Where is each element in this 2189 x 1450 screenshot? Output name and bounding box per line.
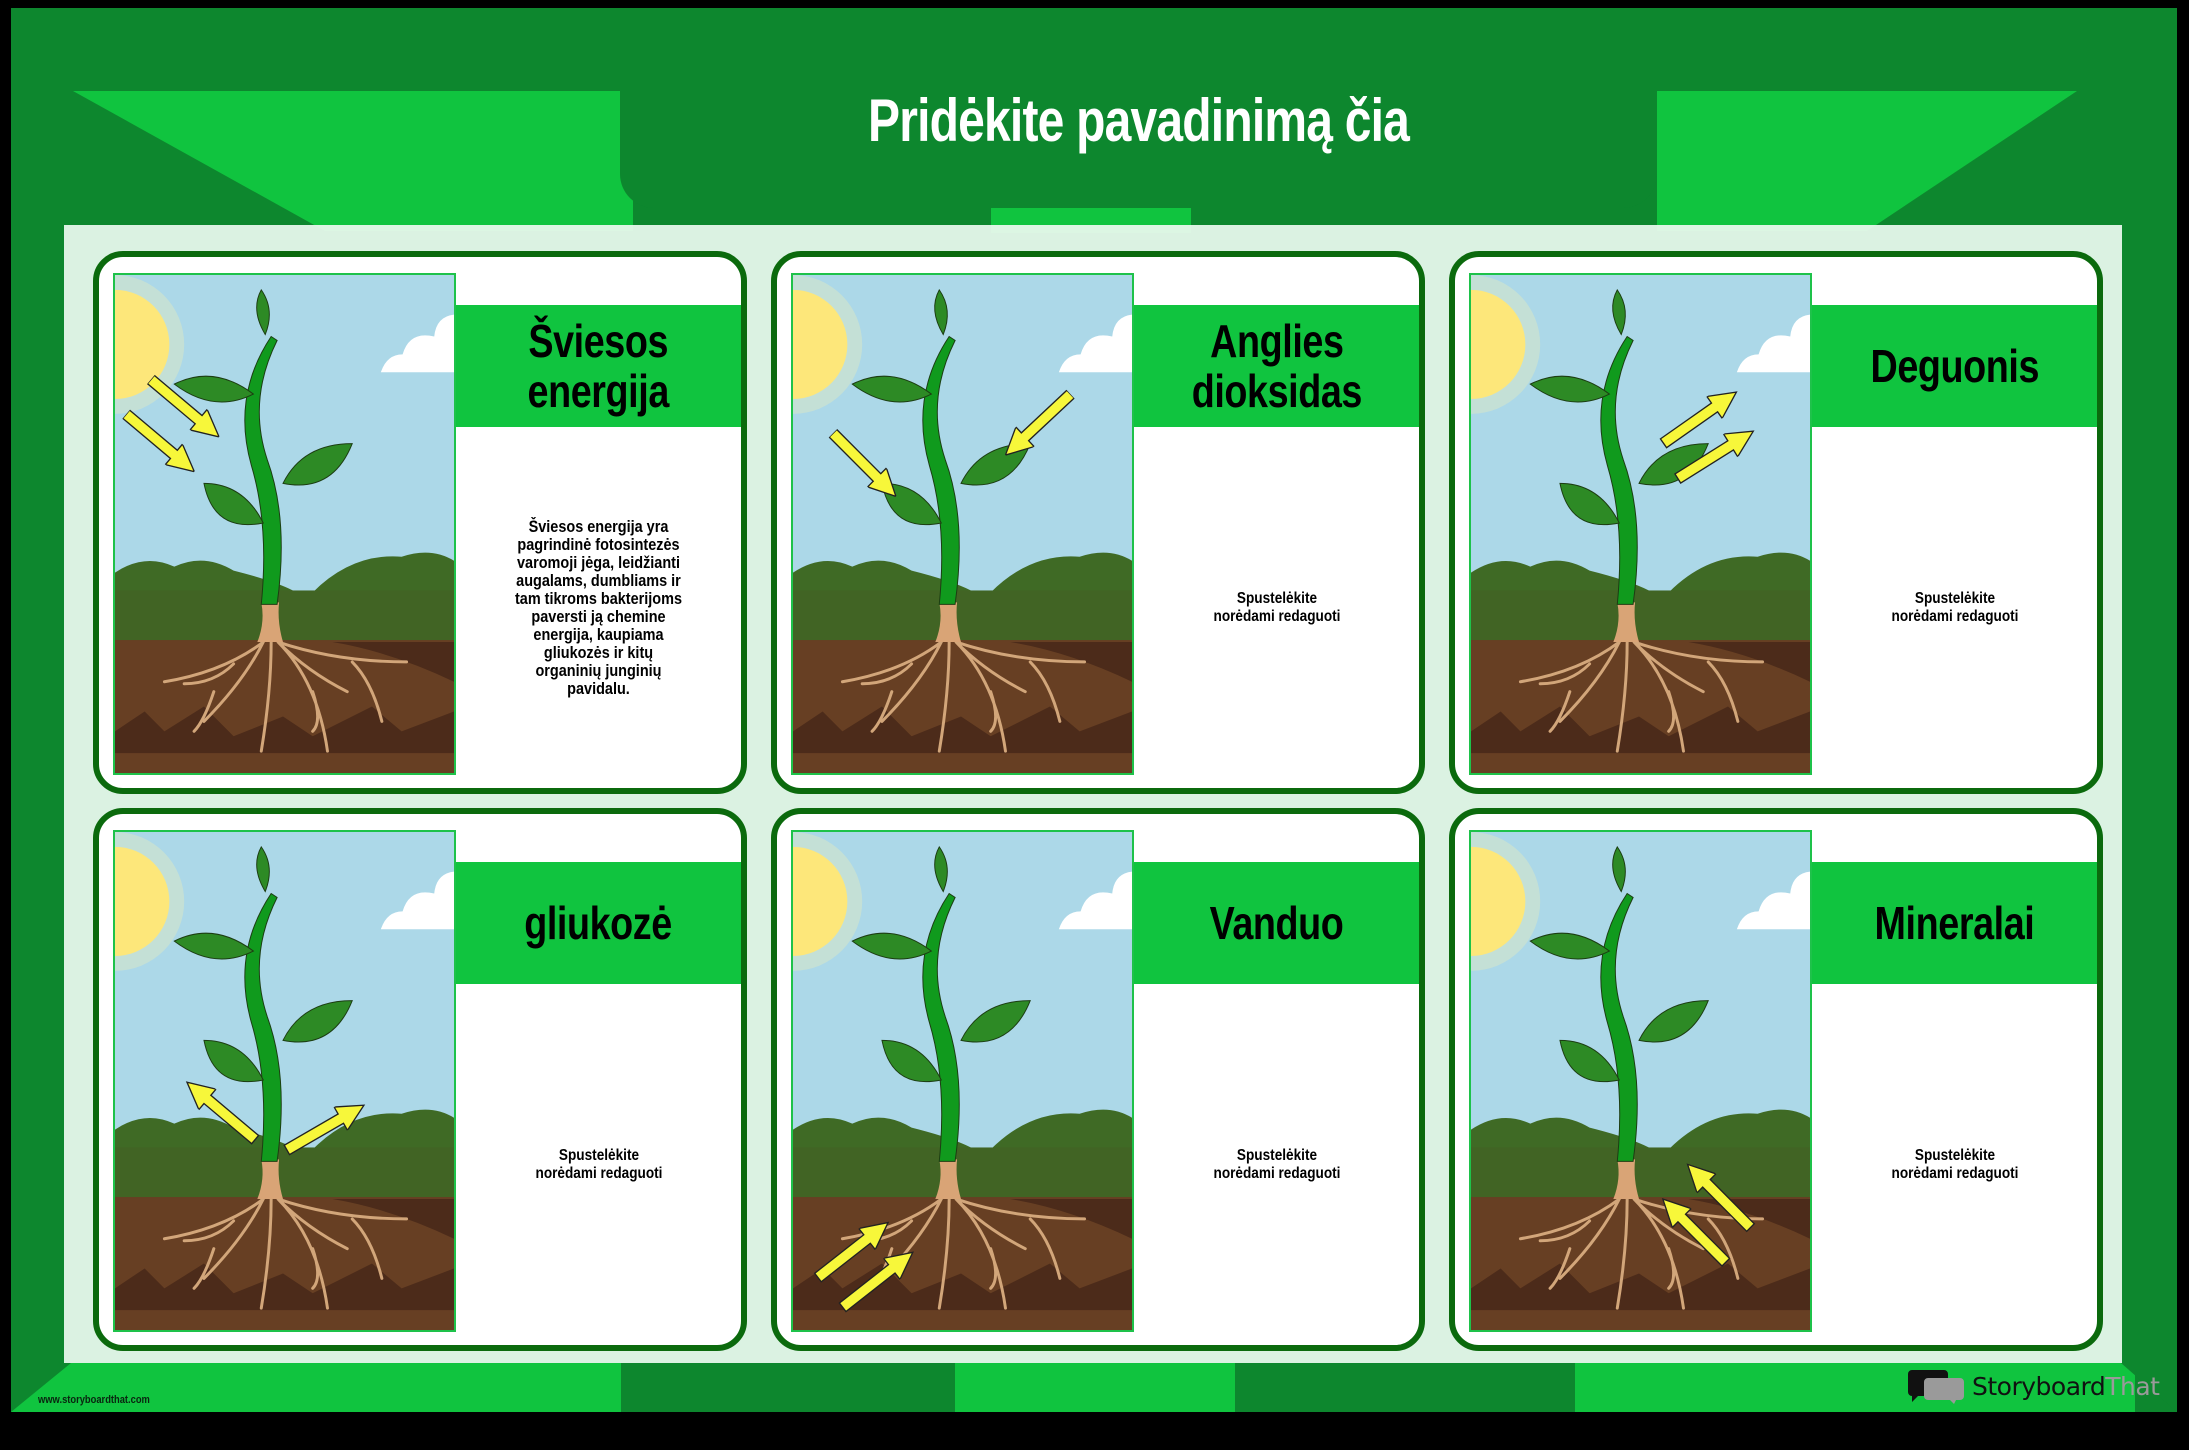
card-description[interactable]: Spustelėkite norėdami redaguoti — [1891, 1146, 2018, 1182]
card-heading-band — [456, 305, 741, 427]
card-heading-band — [1134, 305, 1419, 427]
card-carbon-dioxide[interactable] — [771, 251, 1425, 794]
plant-illustration — [1469, 273, 1812, 775]
speech-bubbles-icon — [1908, 1368, 1966, 1404]
card-description[interactable]: Šviesos energija yra pagrindinė fotosintezės varomoji jėga, leidžianti augalams, dumbliams ir tam tikroms bakterijoms paversti ją chemine energija, kaupiama gliukozės ir kitų organinių junginių pavidalu. — [514, 516, 683, 698]
card-description[interactable]: Spustelėkite norėdami redaguoti — [535, 1146, 662, 1182]
light-ray — [1657, 91, 2077, 231]
light-ray — [611, 1363, 955, 1412]
card-heading[interactable]: Mineralai — [1874, 897, 2035, 949]
plant-illustration — [113, 830, 456, 1332]
page-title[interactable]: Pridėkite pavadinimą čia — [867, 87, 1410, 154]
card-heading[interactable]: Šviesos energija — [527, 315, 670, 417]
card-description[interactable]: Spustelėkite norėdami redaguoti — [1213, 589, 1340, 625]
plant-illustration — [1469, 830, 1812, 1332]
card-heading-band — [1812, 305, 2097, 427]
card-minerals[interactable] — [1449, 808, 2103, 1351]
card-heading-band — [456, 862, 741, 984]
logo-wordmark: StoryboardThat — [1972, 1371, 2160, 1401]
card-description[interactable]: Spustelėkite norėdami redaguoti — [1213, 1146, 1340, 1182]
card-oxygen[interactable] — [1449, 251, 2103, 794]
plant-illustration — [791, 273, 1134, 775]
card-light-energy[interactable] — [93, 251, 747, 794]
footer-url: www.storyboardthat.com — [38, 1394, 150, 1406]
card-heading[interactable]: Deguonis — [1870, 340, 2039, 392]
card-heading[interactable]: Anglies dioksidas — [1191, 315, 1362, 417]
card-heading-band — [1134, 862, 1419, 984]
plant-illustration — [791, 830, 1134, 1332]
light-ray — [73, 91, 633, 231]
card-heading-band — [1812, 862, 2097, 984]
storyboardthat-logo — [1908, 1368, 2159, 1404]
plant-illustration — [113, 273, 456, 775]
light-ray — [955, 1363, 1235, 1412]
card-description[interactable]: Spustelėkite norėdami redaguoti — [1891, 589, 2018, 625]
card-heading[interactable]: Vanduo — [1209, 897, 1344, 949]
card-glucose[interactable] — [93, 808, 747, 1351]
card-heading[interactable]: gliukozė — [524, 897, 673, 949]
card-water[interactable] — [771, 808, 1425, 1351]
